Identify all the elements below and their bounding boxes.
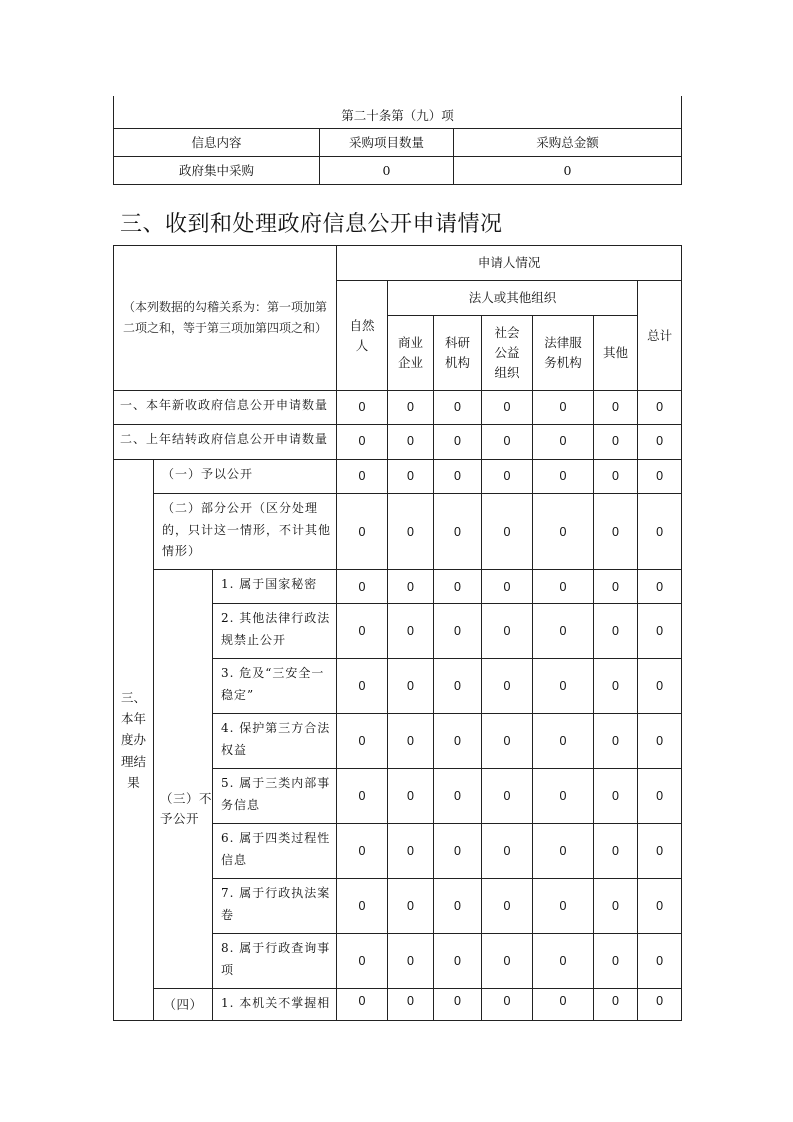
header-legal-group: 法人或其他组织 — [388, 281, 638, 316]
table-row — [114, 460, 682, 494]
value-cell: 0 — [434, 714, 482, 769]
value-cell: 0 — [638, 460, 682, 494]
value-cell: 0 — [638, 494, 682, 570]
value-cell: 0 — [388, 714, 434, 769]
value-cell: 0 — [337, 659, 388, 714]
value-cell: 0 — [533, 425, 594, 460]
value-cell: 0 — [434, 934, 482, 989]
value-cell: 0 — [434, 989, 482, 1021]
value-cell: 0 — [638, 659, 682, 714]
header-org-other: 其他 — [594, 316, 638, 391]
header-natural-person: 自然人 — [337, 281, 388, 391]
header-applicant: 申请人情况 — [337, 246, 682, 281]
value-cell: 0 — [482, 714, 533, 769]
value-cell: 0 — [638, 425, 682, 460]
value-cell: 0 — [434, 604, 482, 659]
value-cell: 0 — [388, 659, 434, 714]
value-cell: 0 — [594, 824, 638, 879]
value-cell: 0 — [337, 714, 388, 769]
value-cell: 0 — [482, 879, 533, 934]
value-cell: 0 — [533, 989, 594, 1021]
value-cell: 0 — [594, 494, 638, 570]
value-cell: 0 — [482, 460, 533, 494]
value-cell: 0 — [638, 769, 682, 824]
value-cell: 0 — [388, 460, 434, 494]
value-cell: 0 — [533, 494, 594, 570]
item3-label: （三）不予公开 — [154, 570, 213, 989]
header-org-business: 商业企业 — [388, 316, 434, 391]
value-cell: 0 — [533, 659, 594, 714]
header-project-count: 采购项目数量 — [320, 129, 454, 157]
value-cell: 0 — [482, 934, 533, 989]
value-cell: 0 — [533, 391, 594, 425]
value-cell: 0 — [388, 391, 434, 425]
value-cell: 0 — [388, 604, 434, 659]
value-cell: 0 — [388, 494, 434, 570]
value-cell: 0 — [482, 494, 533, 570]
value-cell: 0 — [594, 570, 638, 604]
value-cell: 0 — [388, 769, 434, 824]
value-cell: 0 — [434, 391, 482, 425]
value-cell: 0 — [482, 570, 533, 604]
value-cell: 0 — [337, 824, 388, 879]
item3-sub-label: 7. 属于行政执法案卷 — [213, 879, 337, 934]
row-carryover-label: 二、上年结转政府信息公开申请数量 — [114, 425, 337, 460]
value-cell: 0 — [482, 659, 533, 714]
value-cell: 0 — [533, 714, 594, 769]
value-cell: 0 — [337, 989, 388, 1021]
value-cell: 0 — [388, 570, 434, 604]
table-row — [114, 570, 682, 604]
value-cell: 0 — [533, 604, 594, 659]
section3-label: 三、本年度办理结果 — [114, 460, 154, 1021]
corner-note: （本列数据的勾稽关系为：第一项加第二项之和，等于第三项加第四项之和） — [114, 246, 337, 391]
value-cell: 0 — [533, 934, 594, 989]
value-cell: 0 — [337, 425, 388, 460]
value-cell: 0 — [434, 824, 482, 879]
table-row — [114, 494, 682, 570]
item3-sub-label: 8. 属于行政查询事项 — [213, 934, 337, 989]
value-cell: 0 — [434, 769, 482, 824]
application-table — [113, 245, 682, 1021]
table-row — [114, 391, 682, 425]
value-cell: 0 — [594, 769, 638, 824]
value-cell: 0 — [337, 769, 388, 824]
header-info-content: 信息内容 — [114, 129, 320, 157]
value-cell: 0 — [638, 391, 682, 425]
header-org-legal-service: 法律服务机构 — [533, 316, 594, 391]
item3-sub-label: 2. 其他法律行政法规禁止公开 — [213, 604, 337, 659]
value-cell: 0 — [388, 879, 434, 934]
value-cell: 0 — [638, 934, 682, 989]
value-cell: 0 — [482, 604, 533, 659]
value-cell: 0 — [388, 425, 434, 460]
value-cell: 0 — [533, 824, 594, 879]
procurement-clause: 第二十条第（九）项 — [114, 96, 682, 129]
value-cell: 0 — [337, 879, 388, 934]
header-org-research: 科研机构 — [434, 316, 482, 391]
item3-sub-label: 1. 属于国家秘密 — [213, 570, 337, 604]
value-cell: 0 — [638, 714, 682, 769]
value-cell: 0 — [388, 934, 434, 989]
item3-sub-label: 6. 属于四类过程性信息 — [213, 824, 337, 879]
value-cell: 0 — [337, 460, 388, 494]
value-cell: 0 — [533, 460, 594, 494]
value-cell: 0 — [434, 879, 482, 934]
section-title: 三、收到和处理政府信息公开申请情况 — [120, 212, 503, 237]
value-cell: 0 — [337, 570, 388, 604]
value-cell: 0 — [337, 391, 388, 425]
value-cell: 0 — [337, 604, 388, 659]
row-amount: 0 — [454, 157, 682, 185]
value-cell: 0 — [594, 879, 638, 934]
value-cell: 0 — [594, 989, 638, 1021]
value-cell: 0 — [388, 989, 434, 1021]
value-cell: 0 — [482, 391, 533, 425]
value-cell: 0 — [533, 570, 594, 604]
value-cell: 0 — [638, 570, 682, 604]
header-total-amount: 采购总金额 — [454, 129, 682, 157]
value-cell: 0 — [533, 879, 594, 934]
value-cell: 0 — [434, 460, 482, 494]
value-cell: 0 — [594, 714, 638, 769]
value-cell: 0 — [337, 494, 388, 570]
value-cell: 0 — [482, 425, 533, 460]
value-cell: 0 — [594, 425, 638, 460]
row-new-applications-label: 一、本年新收政府信息公开申请数量 — [114, 391, 337, 425]
value-cell: 0 — [434, 425, 482, 460]
header-org-public-welfare: 社会公益组织 — [482, 316, 533, 391]
value-cell: 0 — [533, 769, 594, 824]
value-cell: 0 — [594, 934, 638, 989]
value-cell: 0 — [638, 824, 682, 879]
table-row — [114, 157, 682, 185]
value-cell: 0 — [594, 391, 638, 425]
value-cell: 0 — [638, 604, 682, 659]
item4-sub-label: 1. 本机关不掌握相 — [213, 989, 337, 1021]
value-cell: 0 — [594, 659, 638, 714]
value-cell: 0 — [638, 879, 682, 934]
value-cell: 0 — [482, 824, 533, 879]
item3-sub-label: 4. 保护第三方合法权益 — [213, 714, 337, 769]
item1-label: （一）予以公开 — [154, 460, 337, 494]
value-cell: 0 — [434, 659, 482, 714]
table-row — [114, 425, 682, 460]
item3-sub-label: 3. 危及“三安全一稳定” — [213, 659, 337, 714]
item2-label: （二）部分公开（区分处理的，只计这一情形，不计其他情形） — [154, 494, 337, 570]
table-row — [114, 989, 682, 1021]
item3-sub-label: 5. 属于三类内部事务信息 — [213, 769, 337, 824]
item4-label: （四） — [154, 989, 213, 1021]
value-cell: 0 — [434, 570, 482, 604]
value-cell: 0 — [594, 604, 638, 659]
value-cell: 0 — [482, 989, 533, 1021]
header-total: 总计 — [638, 281, 682, 391]
value-cell: 0 — [388, 824, 434, 879]
value-cell: 0 — [482, 769, 533, 824]
value-cell: 0 — [638, 989, 682, 1021]
value-cell: 0 — [337, 934, 388, 989]
procurement-table — [113, 96, 682, 185]
value-cell: 0 — [594, 460, 638, 494]
row-count: 0 — [320, 157, 454, 185]
value-cell: 0 — [434, 494, 482, 570]
row-label: 政府集中采购 — [114, 157, 320, 185]
